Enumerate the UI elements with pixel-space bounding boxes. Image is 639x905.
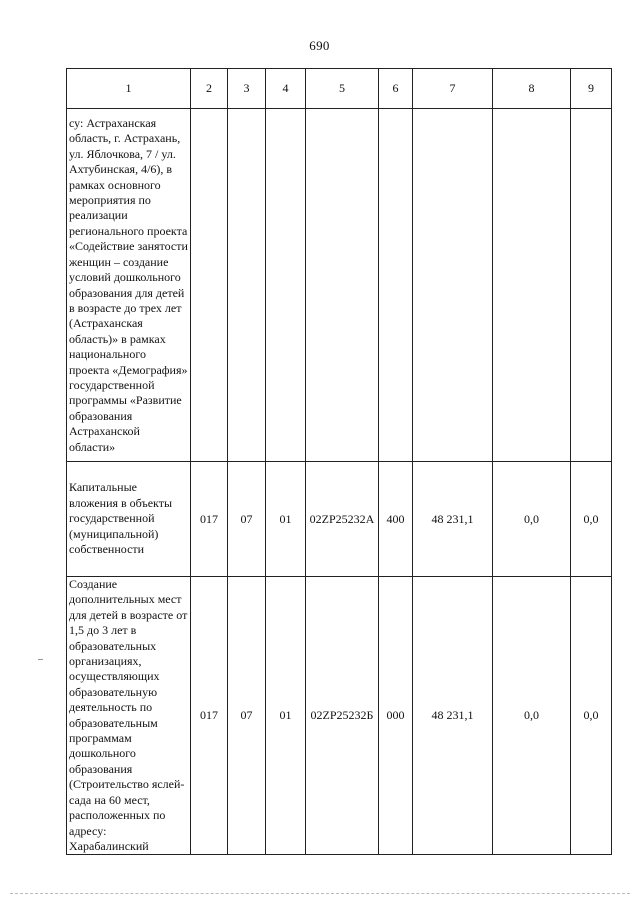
header-cell: 3 xyxy=(228,69,266,109)
cell-target-article xyxy=(306,109,379,462)
cell-subsection-code xyxy=(266,109,306,462)
table-row xyxy=(67,109,612,462)
header-cell: 2 xyxy=(191,69,228,109)
cell-expense-type xyxy=(379,109,413,462)
row-description: Создание дополнительных мест для детей в возрасте от 1,5 до 3 лет в образовательных организациях, осуществляющих образовательную деятельность по образовательным программам дошкольного образования (Строительство яслей-сада на 60 мест, расположенных по адресу: Харабалинский xyxy=(67,577,191,855)
cell-amount-year1: 48 231,1 xyxy=(413,462,493,577)
header-cell: 1 xyxy=(67,69,191,109)
cell-amount-year2: 0,0 xyxy=(493,462,571,577)
header-cell: 7 xyxy=(413,69,493,109)
cell-amount-year3: 0,0 xyxy=(571,462,612,577)
header-cell: 6 xyxy=(379,69,413,109)
cell-amount-year2: 0,0 xyxy=(493,577,571,855)
cell-subsection-code: 01 xyxy=(266,462,306,577)
cell-section-code: 07 xyxy=(228,577,266,855)
cell-target-article: 02ZP25232Б xyxy=(306,577,379,855)
table-row xyxy=(67,577,612,855)
cell-section-code: 07 xyxy=(228,462,266,577)
cell-amount-year2 xyxy=(493,109,571,462)
cell-subsection-code: 01 xyxy=(266,577,306,855)
row-description: Капитальные вложения в объекты государственной (муниципальной) собственности xyxy=(67,462,191,577)
cell-expense-type: 000 xyxy=(379,577,413,855)
cell-amount-year1 xyxy=(413,109,493,462)
header-cell: 8 xyxy=(493,69,571,109)
cell-ministry-code xyxy=(191,109,228,462)
page-number: 690 xyxy=(309,38,330,53)
header-cell: 4 xyxy=(266,69,306,109)
cell-amount-year3 xyxy=(571,109,612,462)
row-description: су: Астраханская область, г. Астрахань, ул. Яблочкова, 7 / ул. Ахтубинская, 4/6), в рамках основного мероприятия по реализации регионального проекта «Содействие занятости женщин – создание условий дошкольного образования для детей в возрасте до трех лет (Астраханская область)» в рамках национального проекта «Демография» государственной программы «Развитие образования Астраханской области» xyxy=(67,109,191,462)
cell-amount-year3: 0,0 xyxy=(571,577,612,855)
header-cell: 9 xyxy=(571,69,612,109)
cell-amount-year1: 48 231,1 xyxy=(413,577,493,855)
cell-ministry-code: 017 xyxy=(191,462,228,577)
table-header-row xyxy=(67,69,612,109)
budget-table xyxy=(66,68,612,855)
scan-edge-line xyxy=(10,893,630,894)
cell-section-code xyxy=(228,109,266,462)
margin-mark xyxy=(38,659,43,660)
cell-target-article: 02ZP25232А xyxy=(306,462,379,577)
table-row xyxy=(67,462,612,577)
header-cell: 5 xyxy=(306,69,379,109)
cell-ministry-code: 017 xyxy=(191,577,228,855)
cell-expense-type: 400 xyxy=(379,462,413,577)
